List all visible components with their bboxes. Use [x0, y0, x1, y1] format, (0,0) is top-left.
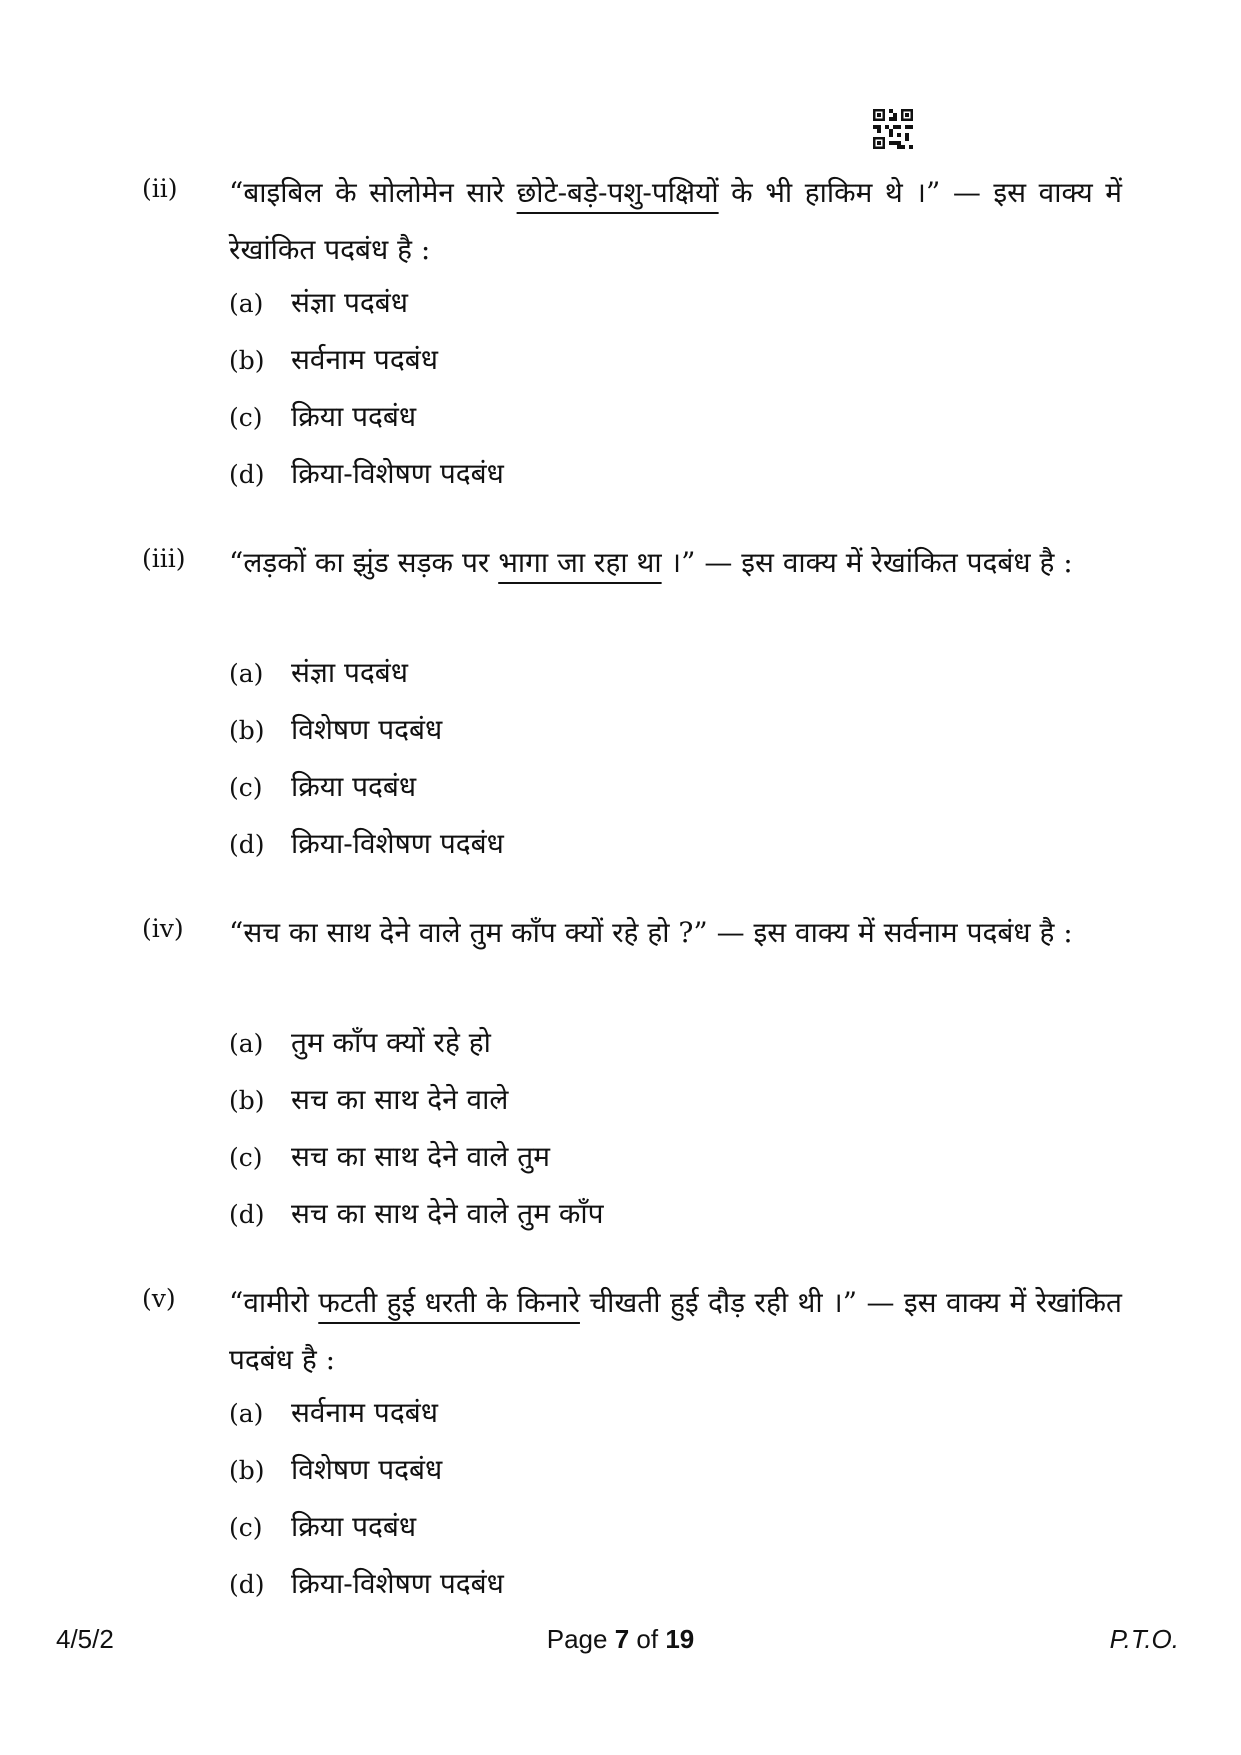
question-number: (iv): [142, 914, 184, 943]
option: (b) विशेषण पदबंध: [229, 713, 443, 746]
option: (d) क्रिया-विशेषण पदबंध: [229, 457, 504, 490]
options-list: [229, 644, 1029, 872]
question-number: (iii): [142, 544, 186, 573]
option: (c) सच का साथ देने वाले तुम: [229, 1140, 550, 1173]
option: (c) क्रिया पदबंध: [229, 770, 417, 803]
pto-label: P.T.O.: [1109, 1624, 1179, 1654]
option: (b) विशेषण पदबंध: [229, 1453, 443, 1486]
question-text: “सच का साथ देने वाले तुम काँप क्यों रहे हो ?” — इस वाक्य में सर्वनाम पदबंध है :: [229, 916, 1073, 949]
underlined-phrase: छोटे-बड़े-पशु-पक्षियों: [516, 176, 719, 209]
option: (b) सच का साथ देने वाले: [229, 1083, 509, 1116]
option: (a) संज्ञा पदबंध: [229, 286, 409, 319]
option: (d) क्रिया-विशेषण पदबंध: [229, 827, 504, 860]
option: (d) क्रिया-विशेषण पदबंध: [229, 1567, 504, 1600]
question-number: (ii): [142, 174, 178, 203]
question-number: (v): [142, 1284, 176, 1313]
options-list: [229, 1014, 1029, 1242]
paper-code: 4/5/2: [56, 1624, 114, 1654]
option: (b) सर्वनाम पदबंध: [229, 343, 438, 376]
page-number: Page 7 of 19: [546, 1624, 695, 1654]
option: (c) क्रिया पदबंध: [229, 400, 417, 433]
option: (a) तुम काँप क्यों रहे हो: [229, 1026, 491, 1059]
question-text: “बाइबिल के सोलोमेन सारे छोटे-बड़े-पशु-पक्षियों के भी हाकिम थे ।” — इस वाक्य में रेखांकित पदबंध है :: [229, 176, 1122, 266]
qr-code: [873, 108, 913, 150]
option: (a) संज्ञा पदबंध: [229, 656, 409, 689]
question-text: “लड़कों का झुंड सड़क पर भागा जा रहा था ।” — इस वाक्य में रेखांकित पदबंध है :: [229, 546, 1073, 579]
option: (d) सच का साथ देने वाले तुम काँप: [229, 1197, 604, 1230]
options-list: [229, 1384, 1029, 1612]
underlined-phrase: फटती हुई धरती के किनारे: [318, 1286, 580, 1319]
option: (c) क्रिया पदबंध: [229, 1510, 417, 1543]
options-list: [229, 274, 1029, 502]
option: (a) सर्वनाम पदबंध: [229, 1396, 438, 1429]
question-text: “वामीरो फटती हुई धरती के किनारे चीखती हुई दौड़ रही थी ।” — इस वाक्य में रेखांकित पदबंध है :: [229, 1286, 1122, 1376]
underlined-phrase: भागा जा रहा था: [498, 546, 662, 579]
